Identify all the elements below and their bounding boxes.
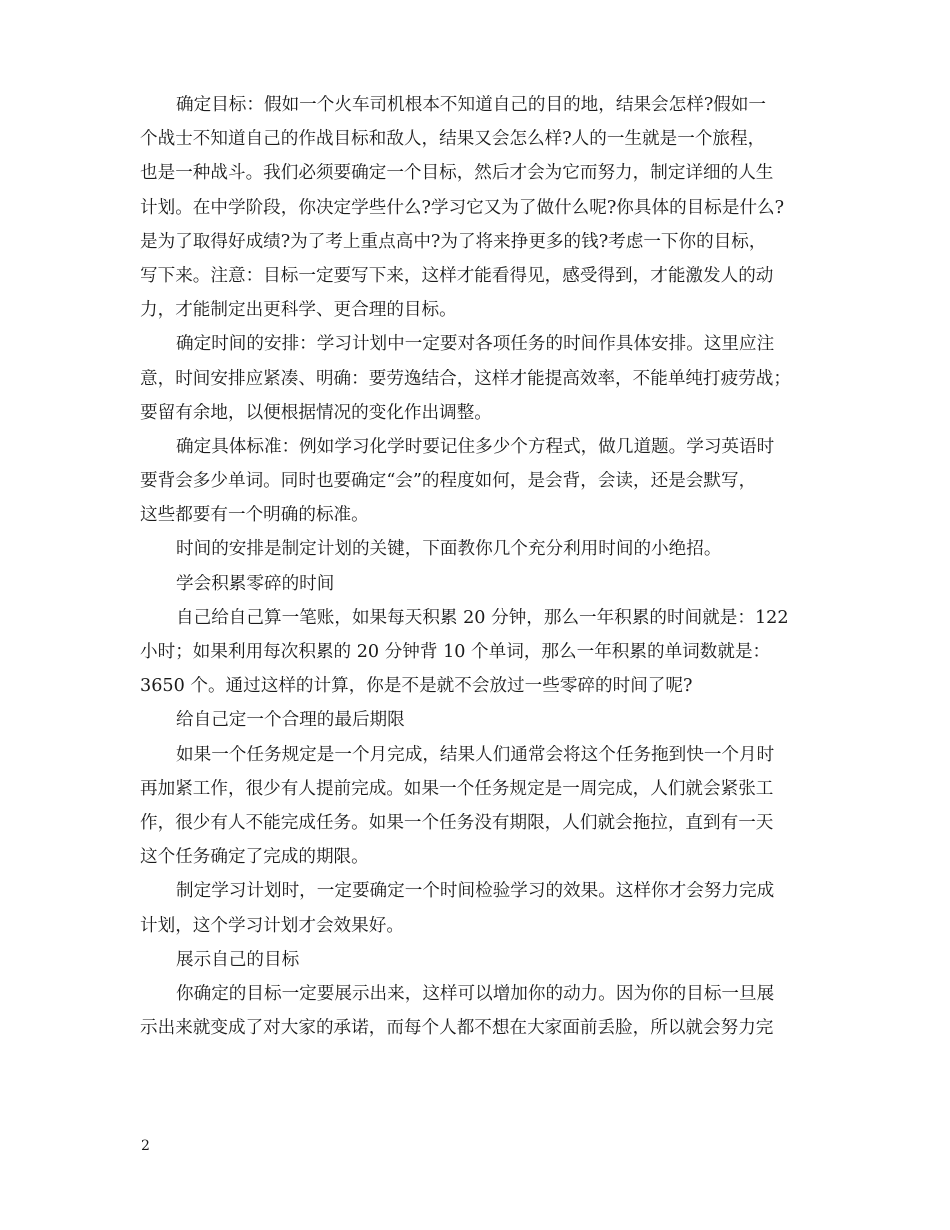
text-line: 时间的安排是制定计划的关键，下面教你几个充分利用时间的小绝招。 (176, 539, 722, 560)
text-line: 示出来就变成了对大家的承诺，而每个人都不想在大家面前丢脸，所以就会努力完 (140, 1018, 774, 1039)
text-line: 也是一种战斗。我们必须要确定一个目标，然后才会为它而努力，制定详细的人生 (140, 163, 774, 184)
text-line: 个战士不知道自己的作战目标和敌人，结果又会怎么样?人的一生就是一个旅程， (140, 129, 766, 150)
text-line: 作，很少有人不能完成任务。如果一个任务没有期限，人们就会拖拉，直到有一天 (140, 812, 774, 833)
text-line: 确定时间的安排：学习计划中一定要对各项任务的时间作具体安排。这里应注 (176, 334, 775, 355)
section-heading: 学会积累零碎的时间 (176, 573, 335, 594)
page-number: 2 (141, 1138, 150, 1154)
text-line: 要背会多少单词。同时也要确定“会”的程度如何，是会背，会读，还是会默写， (140, 471, 757, 492)
section-heading: 展示自己的目标 (176, 949, 300, 970)
body-text (140, 88, 820, 1045)
text-line: 你确定的目标一定要展示出来，这样可以增加你的动力。因为你的目标一旦展 (176, 983, 775, 1004)
text-line: 再加紧工作，很少有人提前完成。如果一个任务规定是一周完成，人们就会紧张工 (140, 778, 774, 799)
text-line: 写下来。注意：目标一定要写下来，这样才能看得见，感受得到，才能激发人的动 (140, 265, 774, 286)
text-line: 力，才能制定出更科学、更合理的目标。 (140, 300, 457, 321)
text-line: 这个任务确定了完成的期限。 (140, 847, 369, 868)
text-line: 是为了取得好成绩?为了考上重点高中?为了将来挣更多的钱?考虑一下你的目标， (140, 231, 767, 252)
text-line: 确定具体标准：例如学习化学时要记住多少个方程式，做几道题。学习英语时 (176, 436, 775, 457)
text-line: 意，时间安排应紧凑、明确：要劳逸结合，这样才能提高效率，不能单纯打疲劳战； (140, 368, 791, 389)
text-line: 如果一个任务规定是一个月完成，结果人们通常会将这个任务拖到快一个月时 (176, 744, 775, 765)
text-line: 自己给自己算一笔账，如果每天积累 20 分钟，那么一年积累的时间就是：122 (176, 607, 789, 628)
text-line: 计划。在中学阶段，你决定学些什么?学习它又为了做什么呢?你具体的目标是什么? (140, 197, 785, 218)
text-line: 3650 个。通过这样的计算，你是不是就不会放过一些零碎的时间了呢? (140, 676, 693, 697)
section-heading: 给自己定一个合理的最后期限 (176, 710, 405, 731)
text-line: 制定学习计划时，一定要确定一个时间检验学习的效果。这样你才会努力完成 (176, 881, 775, 902)
text-line: 计划，这个学习计划才会效果好。 (140, 915, 404, 936)
text-line: 确定目标：假如一个火车司机根本不知道自己的目的地，结果会怎样?假如一 (176, 95, 767, 115)
text-line: 要留有余地，以便根据情况的变化作出调整。 (140, 402, 492, 423)
text-line: 这些都要有一个明确的标准。 (140, 505, 369, 526)
text-line: 小时；如果利用每次积累的 20 分钟背 10 个单词，那么一年积累的单词数就是： (140, 642, 771, 662)
